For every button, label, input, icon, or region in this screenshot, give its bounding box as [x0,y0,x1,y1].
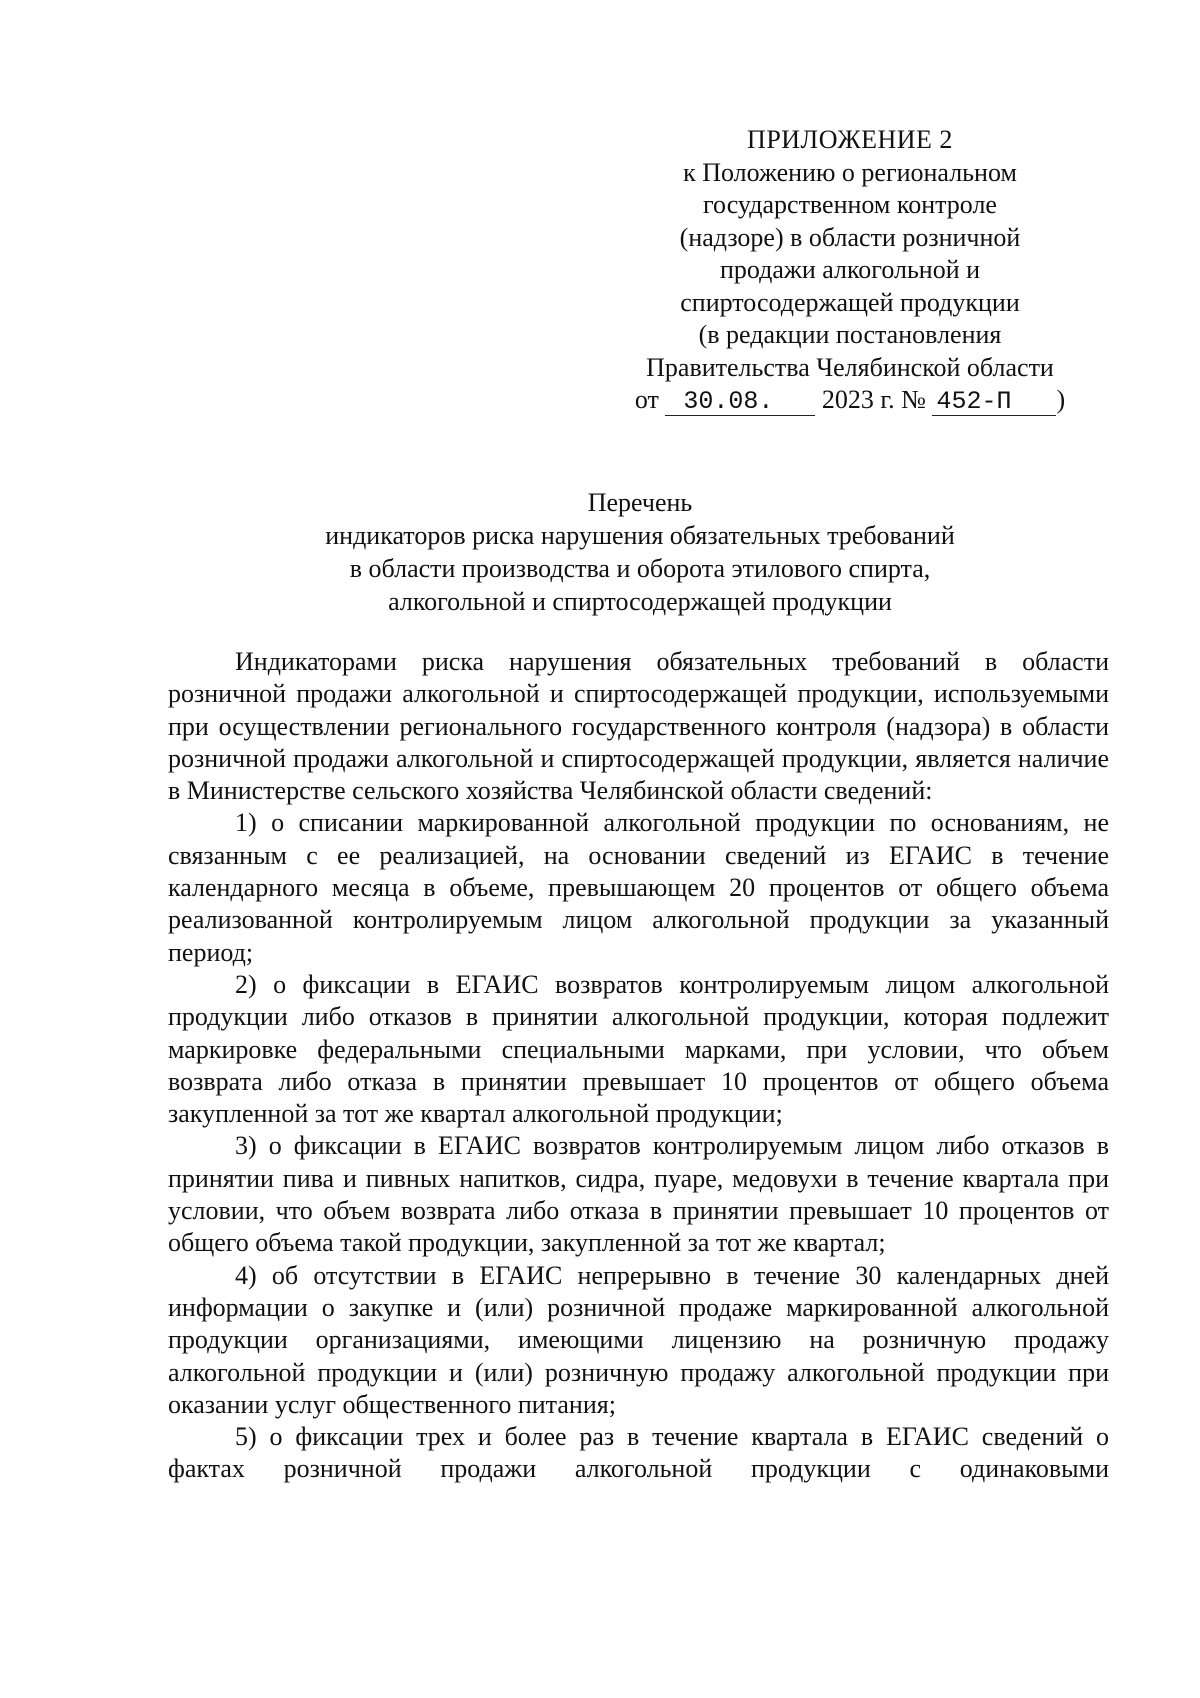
list-item-3: 3) о фиксации в ЕГАИС возвратов контролируемым лицом либо отказов в принятии пива и пивных напитков, сидра, пуаре, медовухи в течение квартала при условии, что объем возврата либо отказа в принятии превышает 10 процентов от общего объема такой продукции, закупленной за тот же квартал; [168,1131,1109,1258]
title-line: алкогольной и спиртосодержащей продукции [388,587,892,616]
appendix-heading: ПРИЛОЖЕНИЕ 2 [747,125,953,154]
appendix-line: к Положению о региональном [683,157,1017,187]
title-heading: Перечень [587,488,693,517]
appendix-line: Правительства Челябинской области [646,352,1054,382]
intro-paragraph: Индикаторами риска нарушения обязательных требований в области розничной продажи алкогольной и спиртосодержащей продукции, используемыми при осуществлении регионального государственного контроля (надзора) в области розничной продажи алкогольной и спиртосодержащей продукции, является наличие в Министерстве сельского хозяйства Челябинской области сведений: [168,647,1109,806]
document-body [168,646,1109,1486]
resolution-number: 452-П [932,389,1056,416]
appendix-line: (надзоре) в области розничной [679,222,1021,252]
list-item-2: 2) о фиксации в ЕГАИС возвратов контролируемым лицом алкогольной продукции либо отказов в принятии алкогольной продукции, которая подлежит маркировке федеральными специальными марками, при условии, что объем возврата либо отказа в принятии превышает 10 процентов от общего объема закупленной за тот же квартал алкогольной продукции; [168,969,1109,1129]
list-item-1: 1) о списании маркированной алкогольной продукции по основаниям, не связанным с ее реализацией, на основании сведений из ЕГАИС в течение календарного месяца в объеме, превышающем 20 процентов от общего объема реализованной контролируемым лицом алкогольной продукции за указанный период; [168,808,1109,967]
resolution-date: 30.08. [665,389,815,416]
appendix-line: спиртосодержащей продукции [680,287,1020,317]
appendix-line: (в редакции постановления [698,320,1002,349]
list-item-5: 5) о фиксации трех и более раз в течение квартала в ЕГАИС сведений о фактах розничной продажи алкогольной продукции с одинаковыми [168,1422,1109,1484]
title-line: в области производства и оборота этилового спирта, [349,554,931,583]
resolution-year: 2023 г. № [821,385,926,414]
document-title [160,486,1120,618]
date-prefix: от [634,385,659,414]
appendix-line: продажи алкогольной и [719,255,981,284]
appendix-block [600,124,1100,417]
title-line: индикаторов риска нарушения обязательных требований [325,521,955,550]
resolution-date-line [600,384,1100,417]
appendix-line: государственном контроле [703,190,997,219]
list-item-4: 4) об отсутствии в ЕГАИС непрерывно в течение 30 календарных дней информации о закупке и (или) розничной продаже маркированной алкогольной продукции организациями, имеющими лицензию на розничную продажу алкогольной продукции и (или) розничную продажу алкогольной продукции при оказании услуг общественного питания; [168,1260,1109,1419]
close-paren: ) [1056,385,1066,414]
